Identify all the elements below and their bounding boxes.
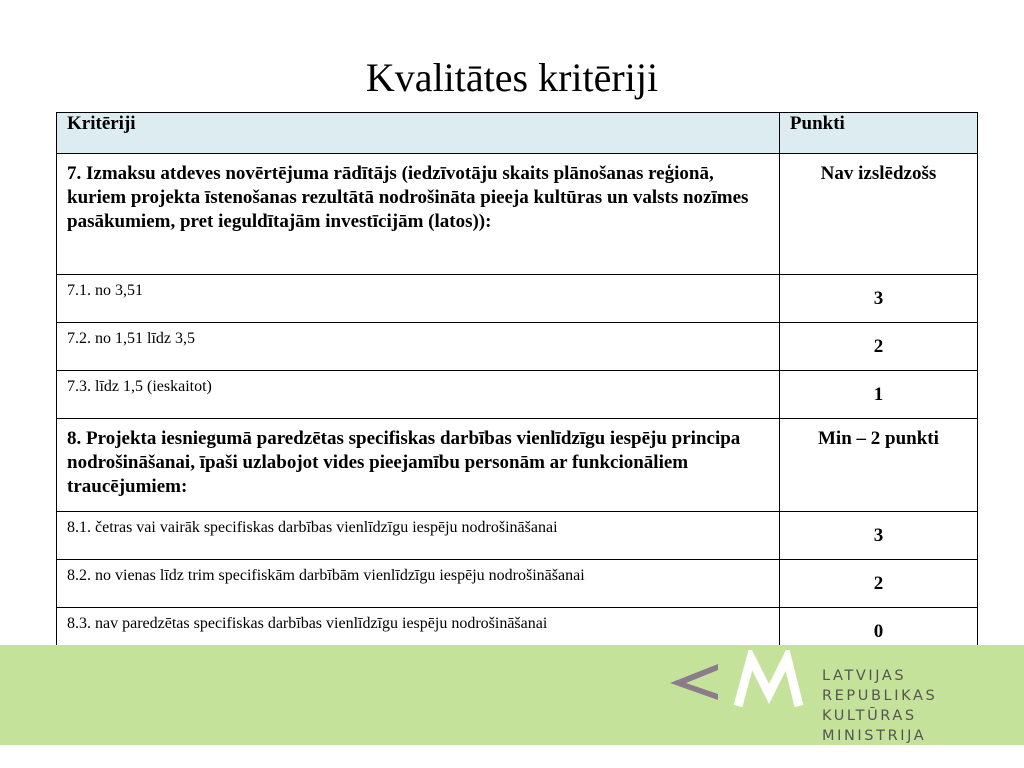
- criteria-cell: 8.3. nav paredzētas specifiskas darbības vienlīdzīgu iespēju nodrošināšanai: [57, 608, 780, 656]
- criteria-cell: 8. Projekta iesniegumā paredzētas specifiskas darbības vienlīdzīgu iespēju principa nodrošināšanai, īpaši uzlabojot vides pieejamību personām ar funkcionāliem traucējumiem:: [57, 419, 780, 512]
- points-cell: 2: [779, 560, 977, 608]
- table-row: [57, 560, 978, 608]
- points-cell: 3: [779, 275, 977, 323]
- ministry-name: [822, 666, 1024, 746]
- page-title: Kvalitātes kritēriji: [365, 55, 659, 100]
- points-cell: 3: [779, 512, 977, 560]
- table-row: [57, 512, 978, 560]
- criteria-cell: 8.2. no vienas līdz trim specifiskām darbībām vienlīdzīgu iespēju nodrošināšanai: [57, 560, 780, 608]
- table-row: [57, 419, 978, 512]
- criteria-cell: 7. Izmaksu atdeves novērtējuma rādītājs (iedzīvotāju skaits plānošanas reģionā, kuriem projekta īstenošanas rezultātā nodrošināta pieeja kultūras un valsts nozīmes pasākumiem, pret ieguldītajām investīcijām (latos)):: [57, 154, 780, 275]
- ministry-logo-icon: [668, 650, 818, 712]
- ministry-name-line2: KULTŪRAS MINISTRIJA: [822, 708, 927, 744]
- criteria-cell: 7.1. no 3,51: [57, 275, 780, 323]
- table-header-row: [57, 113, 978, 154]
- criteria-cell: 7.3. līdz 1,5 (ieskaitot): [57, 371, 780, 419]
- header-points: Punkti: [779, 113, 977, 154]
- points-cell: Min – 2 punkti: [779, 419, 977, 512]
- criteria-cell: 7.2. no 1,51 līdz 3,5: [57, 323, 780, 371]
- points-cell: Nav izslēdzošs: [779, 154, 977, 275]
- ministry-name-line1: LATVIJAS REPUBLIKAS: [822, 668, 938, 704]
- table-row: [57, 275, 978, 323]
- criteria-table: [56, 112, 978, 656]
- table-row: [57, 371, 978, 419]
- points-cell: 0: [779, 608, 977, 656]
- table-row: [57, 323, 978, 371]
- criteria-cell: 8.1. četras vai vairāk specifiskas darbības vienlīdzīgu iespēju nodrošināšanai: [57, 512, 780, 560]
- header-criteria: Kritēriji: [57, 113, 780, 154]
- table-row: [57, 154, 978, 275]
- points-cell: 2: [779, 323, 977, 371]
- points-cell: 1: [779, 371, 977, 419]
